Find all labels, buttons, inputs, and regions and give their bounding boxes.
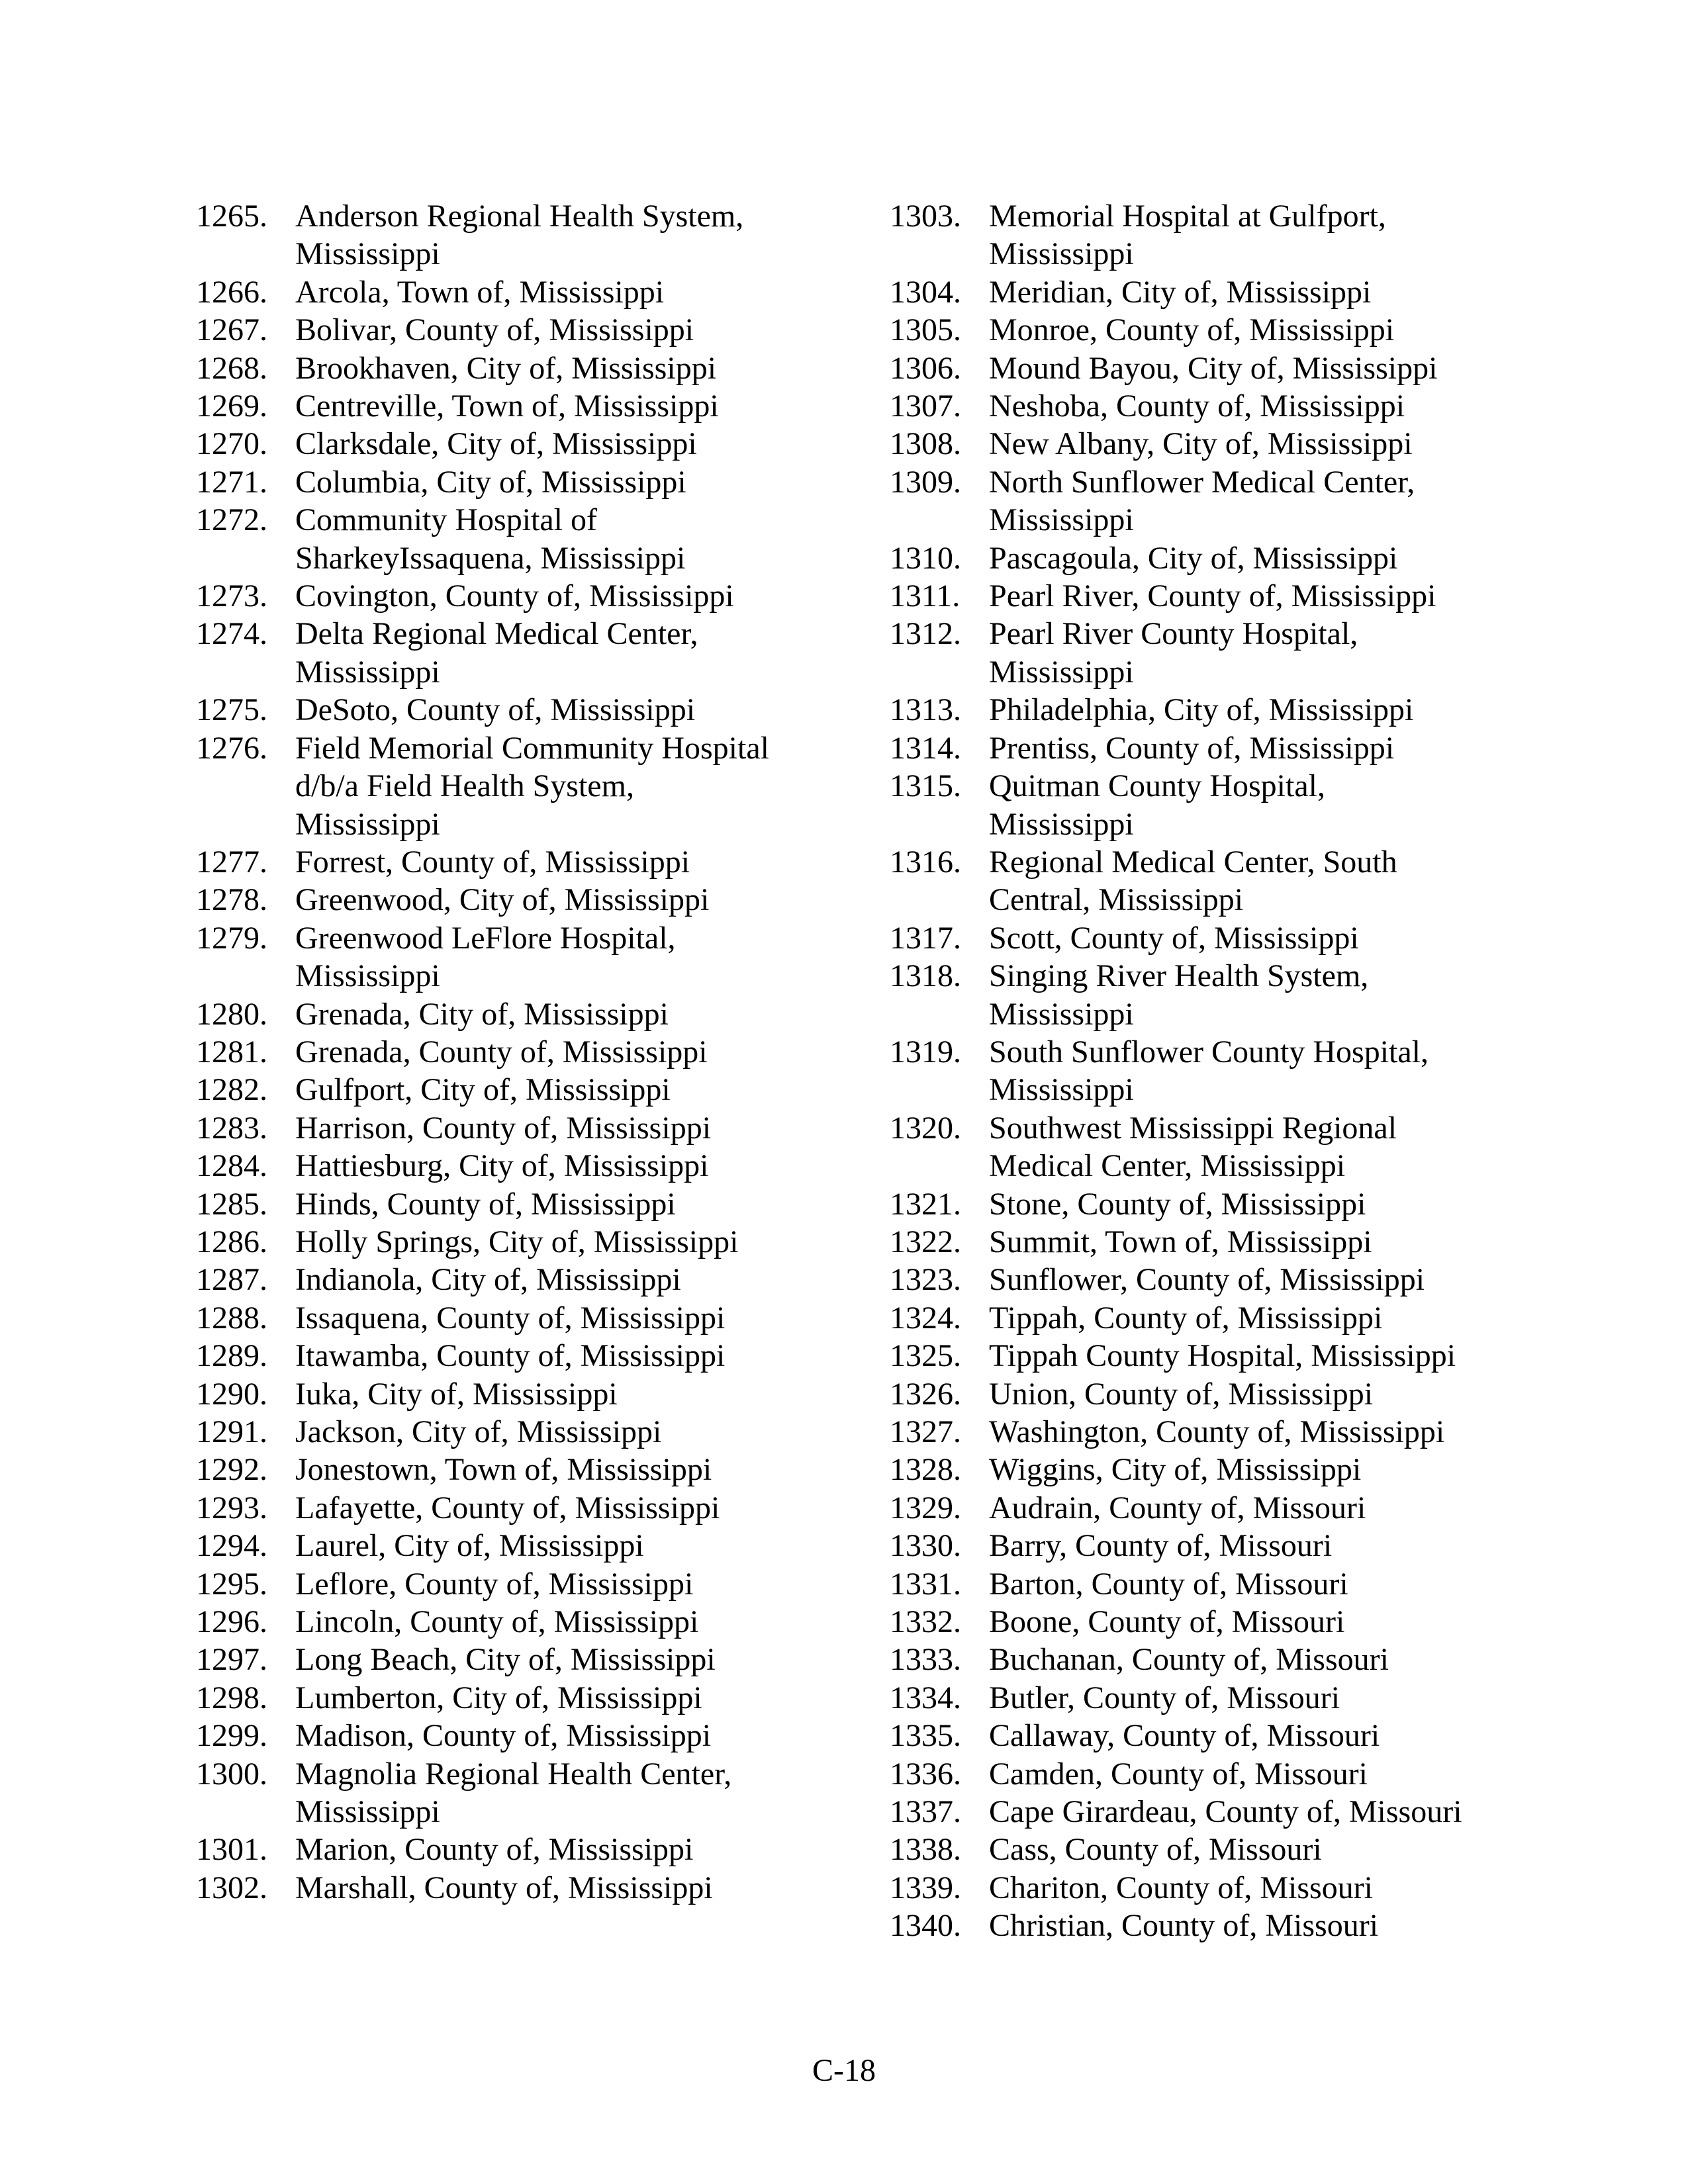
list-item-number: 1277. xyxy=(196,844,267,880)
list-item xyxy=(890,539,1525,577)
list-item xyxy=(196,1337,831,1375)
list-item-number: 1279. xyxy=(196,920,267,956)
list-item-name: Lincoln, County of, Mississippi xyxy=(295,1604,699,1640)
list-item-number: 1309. xyxy=(890,464,961,500)
list-item-name: Indianola, City of, Mississippi xyxy=(295,1262,681,1298)
list-item-name: Field Memorial Community Hospital d/b/a Field Health System, Mississippi xyxy=(295,730,769,842)
list-item xyxy=(890,1679,1525,1717)
list-item-number: 1339. xyxy=(890,1870,961,1905)
list-item-name: Columbia, City of, Mississippi xyxy=(295,464,686,500)
list-item xyxy=(890,1261,1525,1298)
list-item-number: 1312. xyxy=(890,616,961,652)
list-item xyxy=(890,1109,1525,1185)
list-item xyxy=(196,1185,831,1223)
list-item-name: Cape Girardeau, County of, Missouri xyxy=(989,1794,1462,1830)
list-item-name: Monroe, County of, Mississippi xyxy=(989,312,1395,348)
list-item-name: Centreville, Town of, Mississippi xyxy=(295,388,719,424)
list-item-number: 1338. xyxy=(890,1832,961,1868)
list-item-number: 1276. xyxy=(196,730,267,766)
list-item-number: 1318. xyxy=(890,958,961,994)
list-item xyxy=(196,1717,831,1754)
list-item-name: Tippah County Hospital, Mississippi xyxy=(989,1338,1456,1374)
list-item-number: 1329. xyxy=(890,1490,961,1525)
list-item-number: 1289. xyxy=(196,1338,267,1374)
list-item-name: Tippah, County of, Mississippi xyxy=(989,1300,1383,1336)
list-item-number: 1333. xyxy=(890,1642,961,1678)
list-item xyxy=(196,1527,831,1565)
list-item xyxy=(196,691,831,729)
list-item-number: 1335. xyxy=(890,1718,961,1754)
list-item xyxy=(196,311,831,349)
list-item-name: Neshoba, County of, Mississippi xyxy=(989,388,1405,424)
list-item-name: North Sunflower Medical Center, Mississippi xyxy=(989,464,1415,538)
list-item-name: Marion, County of, Mississippi xyxy=(295,1832,694,1868)
list-item-name: Holly Springs, City of, Mississippi xyxy=(295,1224,739,1259)
list-item-number: 1266. xyxy=(196,274,267,310)
left-column-list xyxy=(196,197,831,1907)
list-item-number: 1271. xyxy=(196,464,267,500)
list-item-number: 1283. xyxy=(196,1110,267,1146)
list-item-name: Pascagoula, City of, Mississippi xyxy=(989,540,1398,576)
list-item xyxy=(196,881,831,919)
list-item-number: 1310. xyxy=(890,540,961,576)
list-item-number: 1331. xyxy=(890,1566,961,1602)
list-item xyxy=(196,1413,831,1451)
list-item-number: 1337. xyxy=(890,1794,961,1830)
list-item xyxy=(196,1109,831,1147)
list-item-name: Grenada, City of, Mississippi xyxy=(295,996,669,1032)
list-item-number: 1307. xyxy=(890,388,961,424)
list-item-name: Hattiesburg, City of, Mississippi xyxy=(295,1148,709,1184)
list-item xyxy=(890,1337,1525,1375)
list-item xyxy=(890,1033,1525,1109)
list-item-number: 1313. xyxy=(890,692,961,728)
list-item-number: 1301. xyxy=(196,1832,267,1868)
list-item xyxy=(890,577,1525,615)
list-item xyxy=(890,1451,1525,1488)
list-item xyxy=(196,1755,831,1831)
list-item-number: 1268. xyxy=(196,350,267,386)
list-item-name: Pearl River, County of, Mississippi xyxy=(989,578,1436,614)
list-item-name: Community Hospital of SharkeyIssaquena, Mississippi xyxy=(295,502,686,576)
list-item-name: Magnolia Regional Health Center, Mississippi xyxy=(295,1756,732,1830)
list-item-number: 1287. xyxy=(196,1262,267,1298)
list-item xyxy=(890,1869,1525,1907)
list-item xyxy=(196,273,831,311)
list-item xyxy=(196,1603,831,1641)
list-item-name: Memorial Hospital at Gulfport, Mississippi xyxy=(989,199,1386,272)
list-item-name: Gulfport, City of, Mississippi xyxy=(295,1072,671,1108)
list-item-number: 1304. xyxy=(890,274,961,310)
list-item xyxy=(890,1185,1525,1223)
list-item xyxy=(890,311,1525,349)
list-item-number: 1319. xyxy=(890,1034,961,1069)
list-item xyxy=(890,1717,1525,1754)
list-item-number: 1308. xyxy=(890,426,961,462)
list-item-number: 1325. xyxy=(890,1338,961,1374)
list-item-number: 1311. xyxy=(890,578,961,614)
list-item-name: Singing River Health System, Mississippi xyxy=(989,958,1369,1032)
list-item-number: 1265. xyxy=(196,199,267,234)
list-item-number: 1288. xyxy=(196,1300,267,1336)
list-item-number: 1280. xyxy=(196,996,267,1032)
list-item xyxy=(890,1413,1525,1451)
list-item xyxy=(196,1565,831,1603)
list-item-number: 1286. xyxy=(196,1224,267,1259)
list-item xyxy=(196,1223,831,1261)
list-item-number: 1292. xyxy=(196,1452,267,1488)
list-item-name: Mound Bayou, City of, Mississippi xyxy=(989,350,1438,386)
list-item-name: Madison, County of, Mississippi xyxy=(295,1718,712,1754)
list-item-number: 1314. xyxy=(890,730,961,766)
list-item-name: Jonestown, Town of, Mississippi xyxy=(295,1452,712,1488)
list-item-number: 1328. xyxy=(890,1452,961,1488)
list-item-name: Chariton, County of, Missouri xyxy=(989,1870,1374,1905)
list-item xyxy=(890,919,1525,957)
list-item xyxy=(890,1489,1525,1527)
list-item-number: 1291. xyxy=(196,1414,267,1449)
list-item-number: 1306. xyxy=(890,350,961,386)
list-item xyxy=(196,1831,831,1868)
right-column-list xyxy=(890,197,1525,1945)
list-item-number: 1269. xyxy=(196,388,267,424)
list-item-number: 1298. xyxy=(196,1680,267,1715)
list-item-number: 1340. xyxy=(890,1908,961,1944)
list-item-name: DeSoto, County of, Mississippi xyxy=(295,692,696,728)
list-item-name: Barton, County of, Missouri xyxy=(989,1566,1348,1602)
list-item-name: Christian, County of, Missouri xyxy=(989,1908,1379,1944)
list-item xyxy=(196,1147,831,1185)
list-item-name: Pearl River County Hospital, Mississippi xyxy=(989,616,1358,690)
list-item-name: Scott, County of, Mississippi xyxy=(989,920,1359,956)
list-item-name: Leflore, County of, Mississippi xyxy=(295,1566,694,1602)
list-item-name: Grenada, County of, Mississippi xyxy=(295,1034,708,1069)
list-item-number: 1297. xyxy=(196,1642,267,1678)
list-item xyxy=(890,1603,1525,1641)
list-item-name: Camden, County of, Missouri xyxy=(989,1756,1368,1792)
list-item-number: 1274. xyxy=(196,616,267,652)
list-item-number: 1282. xyxy=(196,1072,267,1108)
list-item xyxy=(196,501,831,577)
list-item xyxy=(196,387,831,425)
list-item xyxy=(890,615,1525,691)
list-item xyxy=(890,349,1525,387)
list-item-name: South Sunflower County Hospital, Mississippi xyxy=(989,1034,1429,1108)
list-item xyxy=(890,1793,1525,1831)
list-item-name: Union, County of, Mississippi xyxy=(989,1376,1374,1412)
list-item xyxy=(196,1489,831,1527)
list-item-number: 1315. xyxy=(890,768,961,804)
list-item-number: 1303. xyxy=(890,199,961,234)
list-item-number: 1278. xyxy=(196,882,267,918)
list-item-number: 1323. xyxy=(890,1262,961,1298)
list-item-name: Anderson Regional Health System, Mississippi xyxy=(295,199,744,272)
list-item xyxy=(890,1641,1525,1678)
list-item xyxy=(196,729,831,843)
list-item-name: Lumberton, City of, Mississippi xyxy=(295,1680,702,1715)
list-item xyxy=(196,1033,831,1071)
list-item xyxy=(890,387,1525,425)
list-item xyxy=(196,1261,831,1298)
list-item-name: Wiggins, City of, Mississippi xyxy=(989,1452,1362,1488)
list-item xyxy=(890,1907,1525,1944)
list-item-name: Philadelphia, City of, Mississippi xyxy=(989,692,1414,728)
list-item-name: Brookhaven, City of, Mississippi xyxy=(295,350,717,386)
list-item-number: 1324. xyxy=(890,1300,961,1336)
list-item-name: Laurel, City of, Mississippi xyxy=(295,1528,644,1564)
list-item-name: Issaquena, County of, Mississippi xyxy=(295,1300,726,1336)
list-item xyxy=(196,1641,831,1678)
list-item-number: 1332. xyxy=(890,1604,961,1640)
list-item xyxy=(196,349,831,387)
list-item xyxy=(890,1299,1525,1337)
list-item-number: 1326. xyxy=(890,1376,961,1412)
list-item xyxy=(890,197,1525,273)
list-item-name: Prentiss, County of, Mississippi xyxy=(989,730,1395,766)
list-item-number: 1285. xyxy=(196,1186,267,1222)
list-item-name: Marshall, County of, Mississippi xyxy=(295,1870,713,1905)
list-item-number: 1296. xyxy=(196,1604,267,1640)
list-item-name: Stone, County of, Mississippi xyxy=(989,1186,1366,1222)
list-item xyxy=(196,843,831,881)
list-item xyxy=(890,1831,1525,1868)
list-item-number: 1330. xyxy=(890,1528,961,1564)
list-item-name: Iuka, City of, Mississippi xyxy=(295,1376,618,1412)
list-item-number: 1327. xyxy=(890,1414,961,1449)
list-item-name: Boone, County of, Missouri xyxy=(989,1604,1345,1640)
list-item-number: 1267. xyxy=(196,312,267,348)
list-item-name: Buchanan, County of, Missouri xyxy=(989,1642,1389,1678)
list-item-name: Lafayette, County of, Mississippi xyxy=(295,1490,720,1525)
list-item xyxy=(196,1869,831,1907)
list-item-number: 1334. xyxy=(890,1680,961,1715)
list-item-number: 1317. xyxy=(890,920,961,956)
list-item-name: Bolivar, County of, Mississippi xyxy=(295,312,694,348)
list-item-number: 1302. xyxy=(196,1870,267,1905)
list-item xyxy=(890,425,1525,463)
list-item xyxy=(890,843,1525,919)
list-item-name: Forrest, County of, Mississippi xyxy=(295,844,690,880)
list-item-name: New Albany, City of, Mississippi xyxy=(989,426,1413,462)
list-item xyxy=(196,1451,831,1488)
list-item xyxy=(890,767,1525,843)
list-item xyxy=(890,1565,1525,1603)
list-item-name: Regional Medical Center, South Central, Mississippi xyxy=(989,844,1397,918)
list-item-number: 1320. xyxy=(890,1110,961,1146)
list-item xyxy=(196,1299,831,1337)
list-item-name: Long Beach, City of, Mississippi xyxy=(295,1642,716,1678)
list-item-name: Washington, County of, Mississippi xyxy=(989,1414,1445,1449)
list-item xyxy=(196,1375,831,1413)
list-item-name: Hinds, County of, Mississippi xyxy=(295,1186,676,1222)
list-item xyxy=(890,729,1525,767)
list-item xyxy=(890,1527,1525,1565)
list-item xyxy=(890,1755,1525,1793)
list-item xyxy=(196,425,831,463)
list-item-name: Greenwood LeFlore Hospital, Mississippi xyxy=(295,920,676,994)
list-item-number: 1275. xyxy=(196,692,267,728)
list-item xyxy=(196,995,831,1033)
list-item-name: Audrain, County of, Missouri xyxy=(989,1490,1366,1525)
list-item-name: Greenwood, City of, Mississippi xyxy=(295,882,710,918)
list-item-number: 1293. xyxy=(196,1490,267,1525)
list-item-number: 1300. xyxy=(196,1756,267,1792)
list-item-name: Butler, County of, Missouri xyxy=(989,1680,1340,1715)
list-item-name: Barry, County of, Missouri xyxy=(989,1528,1333,1564)
list-item-name: Summit, Town of, Mississippi xyxy=(989,1224,1372,1259)
list-item-name: Clarksdale, City of, Mississippi xyxy=(295,426,697,462)
list-item xyxy=(196,1679,831,1717)
list-item-number: 1305. xyxy=(890,312,961,348)
list-item xyxy=(196,463,831,501)
list-item-number: 1295. xyxy=(196,1566,267,1602)
list-item-name: Jackson, City of, Mississippi xyxy=(295,1414,662,1449)
list-item xyxy=(890,1223,1525,1261)
list-item-name: Arcola, Town of, Mississippi xyxy=(295,274,665,310)
list-item-number: 1273. xyxy=(196,578,267,614)
list-item-number: 1284. xyxy=(196,1148,267,1184)
list-item-number: 1281. xyxy=(196,1034,267,1069)
list-item-number: 1294. xyxy=(196,1528,267,1564)
list-item-number: 1270. xyxy=(196,426,267,462)
list-item xyxy=(196,615,831,691)
list-item-name: Southwest Mississippi Regional Medical Center, Mississippi xyxy=(989,1110,1397,1184)
list-item-number: 1322. xyxy=(890,1224,961,1259)
list-item-name: Itawamba, County of, Mississippi xyxy=(295,1338,726,1374)
page-number: C-18 xyxy=(812,2053,876,2088)
list-item xyxy=(890,957,1525,1033)
list-item xyxy=(196,197,831,273)
list-item-number: 1336. xyxy=(890,1756,961,1792)
list-item xyxy=(890,691,1525,729)
list-item xyxy=(196,919,831,995)
list-item xyxy=(890,463,1525,539)
list-item-name: Delta Regional Medical Center, Mississippi xyxy=(295,616,698,690)
list-item-name: Harrison, County of, Mississippi xyxy=(295,1110,712,1146)
list-item-name: Cass, County of, Missouri xyxy=(989,1832,1322,1868)
list-item-number: 1321. xyxy=(890,1186,961,1222)
list-item-name: Callaway, County of, Missouri xyxy=(989,1718,1380,1754)
list-item xyxy=(196,577,831,615)
list-item-name: Covington, County of, Mississippi xyxy=(295,578,734,614)
list-item-name: Quitman County Hospital, Mississippi xyxy=(989,768,1325,842)
list-item xyxy=(890,1375,1525,1413)
list-item-number: 1316. xyxy=(890,844,961,880)
list-item-number: 1299. xyxy=(196,1718,267,1754)
list-item xyxy=(890,273,1525,311)
list-item xyxy=(196,1071,831,1109)
list-item-name: Meridian, City of, Mississippi xyxy=(989,274,1372,310)
list-item-name: Sunflower, County of, Mississippi xyxy=(989,1262,1425,1298)
list-item-number: 1290. xyxy=(196,1376,267,1412)
list-item-number: 1272. xyxy=(196,502,267,538)
